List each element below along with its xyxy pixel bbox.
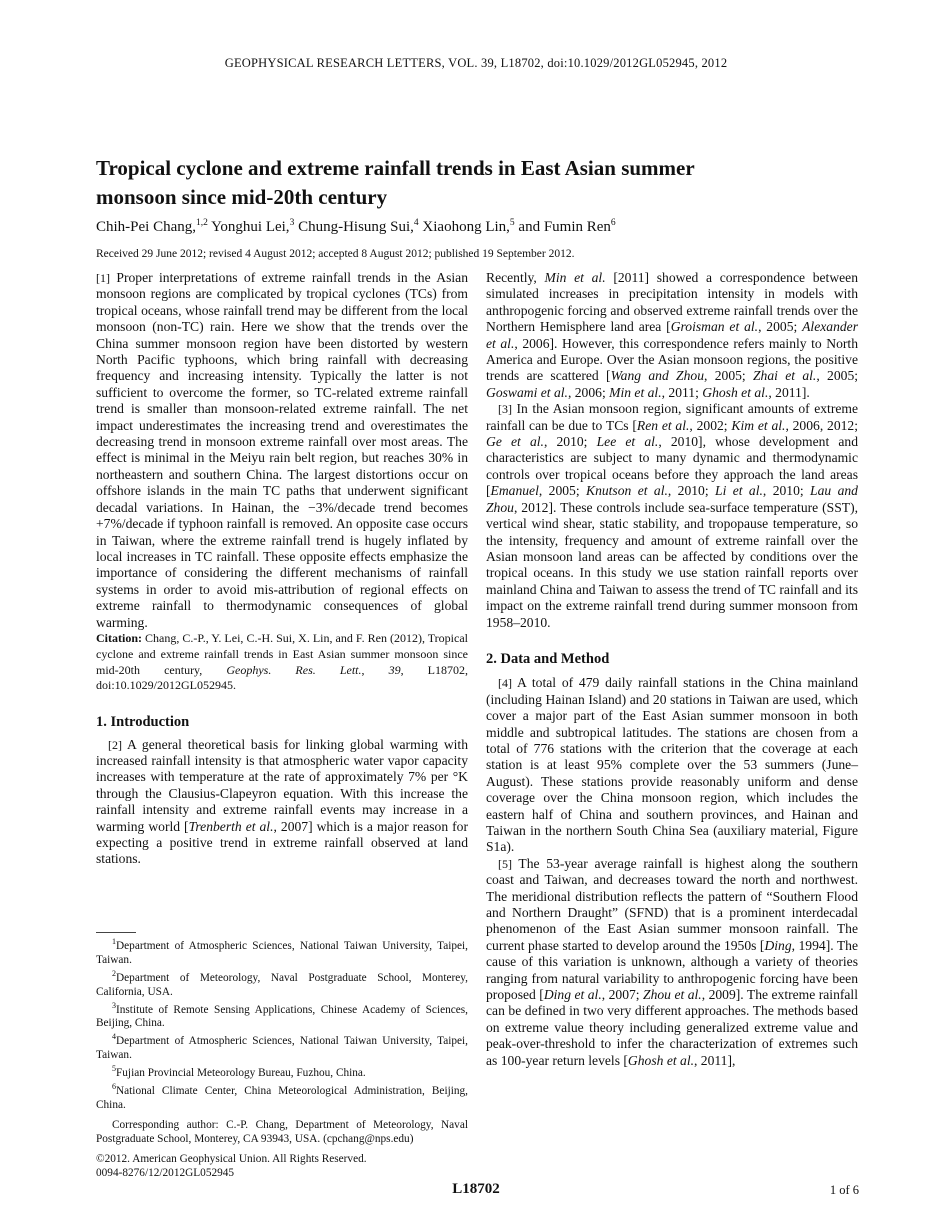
issn-line: 0094-8276/12/2012GL052945 <box>96 1166 235 1179</box>
paragraph-text: , 2006]. However, this correspondence refers mainly to North America and Europe. Over the Asian monsoon regions, the positive trends are scattered [ <box>486 335 858 384</box>
reference-author: Ding et al. <box>543 987 602 1003</box>
paragraph-text: A total of 479 daily rainfall stations in the China mainland (including Hainan Island) and 20 stations in Taiwan are used, which cover a major part of the East Asian summer monsoon in both middle and subtropical latitudes. The stations are chosen from a total of 776 stations with the criterion that the coverage at each station is at least 95% complete over the 53 summers (June–August). These stations provide reasonably uniform and dense coverage over the China monsoon region, which includes the eastern half of China and southern provinces, and Hainan and Taiwan in the northern South China Sea (auxiliary material, Figure S1a). <box>486 675 858 855</box>
footnote-text: Fujian Provincial Meteorology Bureau, Fuzhou, China. <box>116 1066 366 1079</box>
footnote-number: 6 <box>112 1081 116 1091</box>
abstract-paragraph <box>96 270 468 631</box>
paragraph-number: [5] <box>498 856 512 871</box>
paragraph-text: A general theoretical basis for linking global warming with increased rainfall intensity is that atmospheric water vapor capacity increases with temperature at the rate of approximately 7% per °K through the Clausius-Clapeyron equation. With this increase the rainfall intensity and extreme rainfall events may increase in a warming world [ <box>96 736 468 834</box>
reference-author: Alexander et al. <box>486 319 858 351</box>
reference-author: Goswami et al. <box>486 384 568 400</box>
paragraph-text: , 2005; <box>816 368 859 384</box>
title-line-2: monsoon since mid-20th century <box>96 185 388 209</box>
citation-journal: Geophys. Res. Lett. <box>226 662 362 677</box>
reference-author: Li et al. <box>715 483 763 499</box>
citation-text: , L18702, doi:10.1029/2012GL052945. <box>96 662 468 693</box>
copyright-line: ©2012. American Geophysical Union. All Rights Reserved. <box>96 1152 367 1165</box>
article-id-footer: L18702 <box>452 1181 500 1197</box>
running-head: GEOPHYSICAL RESEARCH LETTERS, VOL. 39, L18702, doi:10.1029/2012GL052945, 2012 <box>224 56 728 70</box>
paragraph-number: [4] <box>498 676 512 691</box>
paragraph-number: [2] <box>108 737 122 752</box>
reference-author: Lau and Zhou <box>486 483 858 515</box>
paragraph-text: , 2010; <box>667 483 716 499</box>
citation-block <box>96 631 468 694</box>
page-number: 1 of 6 <box>829 1183 859 1197</box>
right-column <box>486 270 858 1069</box>
author-name: Chung-Hisung Sui, <box>294 219 414 235</box>
paragraph-text: , 2009]. The extreme rainfall can be defined in two very different approaches. The methods based on extreme value theory including generalized extreme value and peak-over-threshold to infer the characterization of extremes such as 100-year return levels [ <box>486 987 858 1068</box>
paragraph-text: , 2011]. <box>768 384 810 400</box>
paragraph-text: [2011] showed a correspondence between simulated increases in precipitation intensity in models with anthropogenic forcing and observed extreme rainfall trends over the Northern Hemisphere land area [ <box>486 270 859 335</box>
citation-label: Citation: <box>96 630 142 645</box>
footnote <box>96 1080 468 1112</box>
introduction-paragraph <box>96 737 468 868</box>
reference-author: Ghosh et al. <box>627 1052 694 1068</box>
paragraph-text: , 2007] which is a major reason for expecting a positive trend in extreme rainfall observed at land stations. <box>96 818 468 867</box>
footnote <box>96 935 468 967</box>
footnote <box>96 1062 468 1080</box>
reference-author: Lee et al. <box>596 434 659 450</box>
author-affiliation: 3 <box>289 218 295 228</box>
author-affiliation: 6 <box>610 218 616 228</box>
citation-text: Chang, C.-P., Y. Lei, C.-H. Sui, X. Lin, and F. Ren (2012), Tropical cyclone and extreme rainfall trends in East Asian summer monsoon since mid-20th century, <box>96 630 468 677</box>
paragraph-text: , 2010; <box>762 483 811 499</box>
author-list <box>96 218 616 236</box>
paragraph-5 <box>486 856 858 1069</box>
footnote-text: Department of Atmospheric Sciences, National Taiwan University, Taipei, Taiwan. <box>96 939 468 966</box>
footnote-number: 3 <box>112 1000 116 1010</box>
paragraph-text: , 2005; <box>538 483 586 499</box>
footnote-number: 2 <box>112 968 116 978</box>
section-heading-data-and-method: 2. Data and Method <box>486 650 610 667</box>
reference-author: Ding <box>764 937 792 953</box>
paragraph-text: , 2010], whose development and characteristics are subject to many dynamic and thermodynamic controls over tropical oceans before they approach the land areas [ <box>486 434 859 499</box>
paper-title <box>96 154 796 212</box>
paragraph-number: [1] <box>96 271 110 285</box>
paragraph-text: , 2006, 2012; <box>785 417 858 433</box>
citation-text: , <box>361 662 389 677</box>
footnote <box>96 999 468 1031</box>
reference-author: Emanuel <box>490 483 539 499</box>
reference-author: Min et al. <box>544 270 606 285</box>
received-dates: Received 29 June 2012; revised 4 August 2012; accepted 8 August 2012; published 19 September 2012. <box>96 248 575 260</box>
paragraph-text: , 2005; <box>758 319 803 335</box>
introduction-continued <box>486 270 858 401</box>
footnote-number: 1 <box>112 937 116 946</box>
corresponding-author: Corresponding author: C.-P. Chang, Department of Meteorology, Naval Postgraduate School, Monterey, CA 93943, USA. (cpchang@nps.edu) <box>96 1118 468 1145</box>
reference-author: Trenberth et al. <box>188 818 274 834</box>
paragraph-3 <box>486 401 858 631</box>
reference-author: Groisman et al. <box>670 319 759 335</box>
reference-author: Ge et al. <box>486 434 544 450</box>
abstract-text: Proper interpretations of extreme rainfall trends in the Asian monsoon regions are complicated by tropical cyclones (TCs) from tropical oceans, whose rainfall trend may be different from the local monsoon (non-TC) rain. Here we show that the trends over the China summer monsoon region have been distorted by western North Pacific typhoons, which bring rainfall with decreasing frequency and increasing intensity. Typically the latter is not sufficient to overcome the former, so TC-related extreme rainfall trend is smaller than monsoon-related extreme rainfall. The net impact underestimates the increasing trend and overestimates the decreasing trend in monsoon extreme rainfall over most areas. The effect is minimal in the Meiyu rain belt region, but reaches 30% in northeastern and southern China. The largest distortions occur on offshore islands in the main TC paths that underwent significant decadal variations. In Hainan, the −3%/decade trend becomes +7%/decade if typhoon rainfall is removed. An opposite case occurs in Taiwan, where the extreme rainfall trend is hugely inflated by local increases in TC rainfall. These opposite effects emphasize the importance of considering the different mechanisms of rainfall systems in order to avoid mis-attribution of regional effects on extreme rainfall to thermodynamic consequences of global warming. <box>96 270 468 630</box>
paragraph-text: , 2012]. These controls include sea-surface temperature (SST), vertical wind shear, static stability, and tropopause temperature, so the intensity, frequency and amount of extreme rainfall over the Asian monsoon land areas can be affected by conditions over the tropical oceans. In this study we use station rainfall reports over mainland China and Taiwan to assess the trend of TC rainfall and its impact on the extreme rainfall trend during summer monsoon from 1958–2010. <box>486 499 858 630</box>
title-line-1: Tropical cyclone and extreme rainfall trends in East Asian summer <box>96 156 695 180</box>
footnote <box>96 967 468 999</box>
footnote-text: Department of Meteorology, Naval Postgraduate School, Monterey, California, USA. <box>96 971 468 998</box>
footnote-number: 4 <box>112 1032 116 1042</box>
reference-author: Wang and Zhou <box>610 368 705 384</box>
footnote-text: Department of Atmospheric Sciences, National Taiwan University, Taipei, Taiwan. <box>96 1035 468 1062</box>
author-affiliation: 1,2 <box>196 218 208 228</box>
paragraph-text: , 2006; <box>567 384 610 400</box>
footnotes <box>96 935 468 1180</box>
author-name: and Fumin Ren <box>514 219 611 235</box>
paragraph-text: In the Asian monsoon region, significant amounts of extreme rainfall can be due to TCs [ <box>486 401 858 433</box>
paragraph-number: [3] <box>498 402 512 417</box>
footnote <box>96 1030 468 1062</box>
author-name: Yonghui Lei, <box>207 219 290 235</box>
footnote-text: National Climate Center, China Meteorological Administration, Beijing, China. <box>96 1084 468 1111</box>
paragraph-4 <box>486 675 858 855</box>
paragraph-text: , 2002; <box>689 417 732 433</box>
paragraph-text: , 1994]. The cause of this variation is unknown, although a variety of theories ranging from natural variability to anthropogenic forcing have been proposed [ <box>486 937 858 1003</box>
paragraph-text: , 2005; <box>704 368 753 384</box>
paragraph-text: Recently, <box>486 270 545 285</box>
paragraph-text: The 53-year average rainfall is highest along the southern coast and Taiwan, and decreases toward the north and northwest. The meridional distribution reflects the pattern of “Southern Flood and Northern Draught” (SFND) that is a prominent interdecadal phenomenon of the East Asian summer monsoon rainfall. The current phase started to develop around the 1950s [ <box>486 855 858 953</box>
paragraph-text: , 2010; <box>543 434 597 450</box>
author-name: Xiaohong Lin, <box>418 219 510 235</box>
left-column <box>96 270 468 868</box>
footnote-divider <box>96 932 136 933</box>
reference-author: Knutson et al. <box>586 483 668 499</box>
reference-author: Kim et al. <box>731 417 786 433</box>
author-affiliation: 5 <box>509 218 515 228</box>
paragraph-text: , 2011], <box>694 1052 736 1068</box>
author-name: Chih-Pei Chang, <box>96 219 196 235</box>
paragraph-text: , 2007; <box>601 987 644 1003</box>
citation-volume: 39 <box>388 662 401 677</box>
paragraph-text: , 2011; <box>661 384 703 400</box>
reference-author: Zhou et al. <box>643 987 702 1003</box>
footnote-number: 5 <box>112 1064 116 1074</box>
reference-author: Ren et al. <box>636 417 690 433</box>
footnote-text: Institute of Remote Sensing Applications, Chinese Academy of Sciences, Beijing, China. <box>96 1003 468 1030</box>
author-affiliation: 4 <box>413 218 419 228</box>
reference-author: Zhai et al. <box>753 368 817 384</box>
reference-author: Min et al. <box>609 384 662 400</box>
reference-author: Ghosh et al. <box>702 384 769 400</box>
section-heading-introduction: 1. Introduction <box>96 714 190 731</box>
